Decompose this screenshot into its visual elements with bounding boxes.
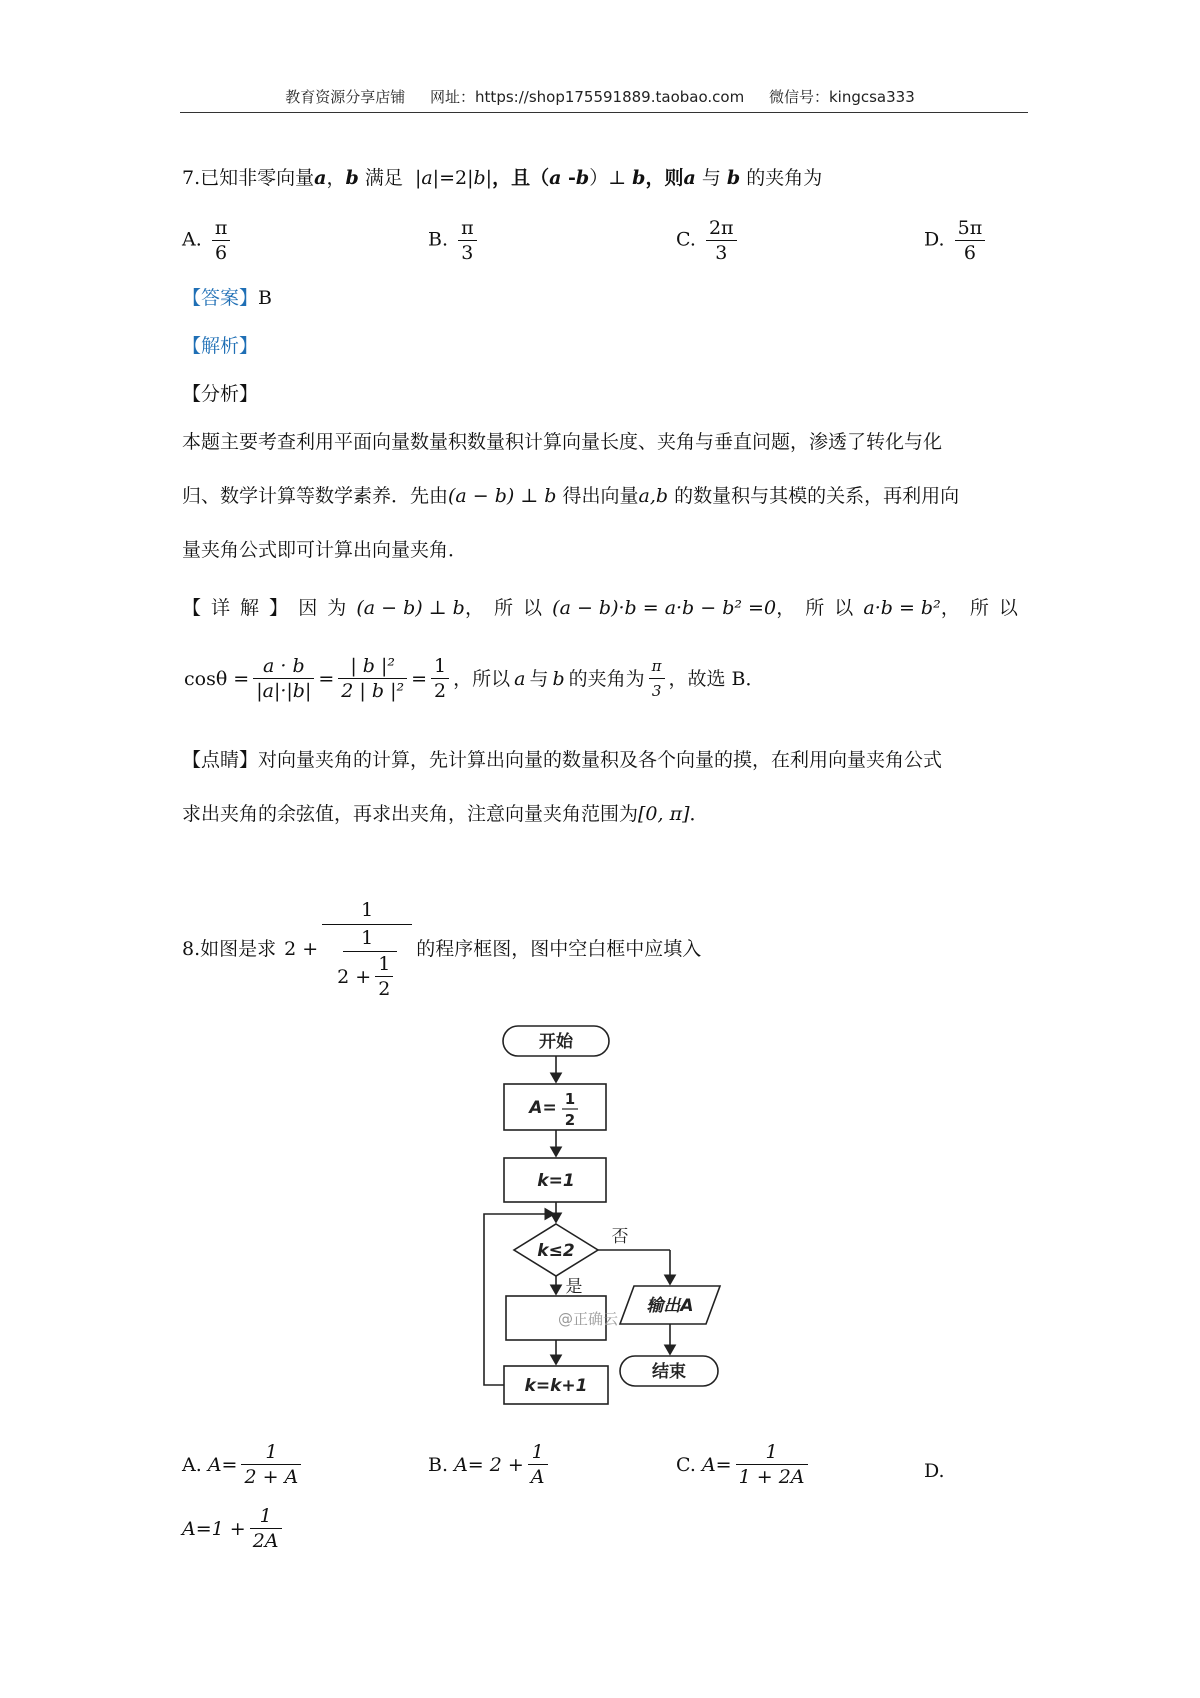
option-fraction: $\frac{1}{2 + A}$ bbox=[241, 1440, 301, 1489]
q7-option-a[interactable] bbox=[182, 216, 234, 265]
q8-stem: 8. 如图是求 2 + 1 1 2 + $\frac{1}{2}$ 的程序框图，图中空白框中应填入 bbox=[182, 896, 701, 1001]
fenxi-tag: 【分析】 bbox=[182, 383, 259, 405]
flow-increment-label: k=k+1 bbox=[524, 1376, 588, 1396]
option-label: C. bbox=[676, 1453, 696, 1476]
q7-condition: |a|=2|b| bbox=[414, 167, 493, 189]
option-fraction: $\frac{\pi}{3}$ bbox=[458, 216, 477, 265]
vector-a: a bbox=[683, 167, 696, 189]
fenxi-line-3: 量夹角公式即可计算出向量夹角． bbox=[182, 539, 468, 561]
option-fraction: $\frac{1}{A}$ bbox=[528, 1440, 548, 1489]
answer-tag: 【答案】 bbox=[182, 287, 259, 309]
dianjing-line-1: 【点睛】对向量夹角的计算，先计算出向量的数量积及各个向量的摸，在利用向量夹角公式 bbox=[182, 749, 943, 771]
option-label: D. bbox=[924, 228, 945, 251]
option-fraction: $\frac{1}{1 + 2A}$ bbox=[736, 1440, 808, 1489]
q7-number: 7. bbox=[182, 167, 201, 189]
q7-stem-text: ，且（ bbox=[492, 167, 550, 189]
vector-b: b bbox=[345, 167, 359, 189]
detail-tag: 【详解】 bbox=[182, 597, 299, 619]
q8-option-c[interactable] bbox=[676, 1440, 812, 1489]
page-header bbox=[180, 86, 1020, 107]
answer-value: B bbox=[258, 287, 272, 309]
flow-watermark: @正确云 bbox=[557, 1310, 619, 1328]
fenxi-line-1: 本题主要考查利用平面向量数量积数量积计算向量长度、夹角与垂直问题，渗透了转化与化 bbox=[182, 431, 943, 453]
q7-comma: ， bbox=[326, 167, 346, 189]
option-fraction: $\frac{1}{2A}$ bbox=[250, 1504, 282, 1553]
cond-eq: =2 bbox=[439, 167, 468, 189]
q8-option-a[interactable] bbox=[182, 1440, 305, 1489]
header-divider bbox=[180, 112, 1028, 113]
detail-line-1: 【详解】 因为 (a − b) ⊥ b ，所以 (a − b)·b = a·b − b² =0 ，所以 a·b = b² ，所以 bbox=[182, 594, 1028, 622]
q7-stem-text: 与 bbox=[701, 167, 721, 189]
option-fraction: $\frac{5\pi}{6}$ bbox=[955, 216, 986, 265]
q7-stem-text: 的夹角为 bbox=[746, 167, 823, 189]
flow-end-label: 结束 bbox=[652, 1362, 686, 1382]
vector-a: a bbox=[314, 167, 327, 189]
frac-ab: $\frac{a \cdot b}{|a|\cdot|b|}$ bbox=[253, 654, 314, 703]
math-expr: [0, π] bbox=[638, 803, 690, 825]
shop-name: 教育资源分享店铺 bbox=[285, 88, 406, 106]
option-lhs: A= bbox=[207, 1453, 238, 1476]
perp-sign: ）⊥ bbox=[589, 167, 627, 189]
minus-sign: - bbox=[561, 167, 576, 189]
vector-b: b bbox=[726, 167, 741, 189]
cos-formula: cosθ = $\frac{a \cdot b}{|a|\cdot|b|}$ = $\frac{\text{| b |²}}{\text{2 | b |²}}$ = $\frac{1}{2}$ ，所以 a 与 b 的夹角为 $\frac{\pi}{3}$ ，故选 B． bbox=[184, 655, 765, 702]
shop-url[interactable]: 网址：https://shop175591889.taobao.com bbox=[430, 88, 745, 106]
flow-init-a-den: 2 bbox=[564, 1111, 576, 1129]
continued-fraction: 1 1 2 + $\frac{1}{2}$ bbox=[322, 896, 412, 1001]
frac-b2: $\frac{\text{| b |²}}{\text{2 | b |²}}$ bbox=[338, 654, 407, 703]
dianjing-line-2: 求出夹角的余弦值，再求出夹角，注意向量夹角范围为[0, π]． bbox=[182, 803, 709, 825]
flow-init-k-label: k=1 bbox=[537, 1171, 575, 1191]
option-lhs: A= bbox=[701, 1453, 732, 1476]
option-label: A. bbox=[182, 1453, 202, 1476]
math-expr: (a − b) ⊥ b bbox=[356, 597, 465, 619]
q7-stem-text: 满足 bbox=[364, 167, 403, 189]
option-lhs: A=1 + bbox=[182, 1517, 246, 1540]
q7-option-c[interactable] bbox=[676, 216, 741, 265]
q7-stem bbox=[182, 164, 822, 192]
option-label: B. bbox=[428, 1453, 449, 1476]
math-expr: (a − b)·b = a·b − b² =0 bbox=[552, 597, 777, 619]
flow-output-label: 输出A bbox=[646, 1296, 694, 1316]
q7-stem-text: 已知非零向量 bbox=[200, 167, 315, 189]
option-fraction: $\frac{2\pi}{3}$ bbox=[706, 216, 737, 265]
flow-init-a-label: A= bbox=[529, 1098, 557, 1118]
math-expr: a,b bbox=[638, 485, 669, 507]
dianjing-tag: 【点睛】 bbox=[182, 749, 259, 771]
q7-answer bbox=[182, 284, 272, 312]
wechat-id: 微信号：kingcsa333 bbox=[768, 88, 915, 106]
q7-stem-text: ，则 bbox=[645, 167, 684, 189]
option-label: B. bbox=[428, 228, 449, 251]
flow-init-a-num: 1 bbox=[564, 1090, 576, 1108]
option-fraction: $\frac{\pi}{6}$ bbox=[212, 216, 231, 265]
math-expr: a·b = b² bbox=[863, 597, 941, 619]
q8-option-d[interactable] bbox=[182, 1504, 286, 1553]
vector-a: a bbox=[549, 167, 562, 189]
q7-option-d[interactable] bbox=[924, 216, 989, 265]
vector-b: b bbox=[575, 167, 590, 189]
flow-cond-label: k≤2 bbox=[537, 1241, 575, 1261]
option-label: C. bbox=[676, 228, 696, 251]
q8-option-b[interactable] bbox=[428, 1440, 552, 1489]
fenxi-line-2: 归、数学计算等数学素养．先由(a − b) ⊥ b 得出向量a,b 的数量积与其模的关系，再利用向 bbox=[182, 485, 960, 507]
vector-b: b bbox=[632, 167, 646, 189]
option-lhs: A= 2 + bbox=[454, 1453, 524, 1476]
math-expr: (a − b) ⊥ b bbox=[448, 485, 557, 507]
analysis-tag: 【解析】 bbox=[182, 335, 259, 357]
flowchart bbox=[470, 1024, 760, 1414]
flow-no-label: 否 bbox=[611, 1227, 629, 1247]
frac-half: $\frac{1}{2}$ bbox=[431, 654, 449, 703]
cond-b: b bbox=[473, 167, 486, 189]
option-label: A. bbox=[182, 228, 202, 251]
flow-start-label: 开始 bbox=[539, 1032, 573, 1052]
frac-pi3: $\frac{\pi}{3}$ bbox=[649, 654, 665, 703]
q8-option-d-label[interactable]: D. bbox=[924, 1460, 945, 1482]
flow-yes-label: 是 bbox=[565, 1277, 583, 1297]
cond-a: a bbox=[421, 167, 433, 189]
q7-option-b[interactable] bbox=[428, 216, 481, 265]
q8-number: 8. bbox=[182, 937, 201, 960]
